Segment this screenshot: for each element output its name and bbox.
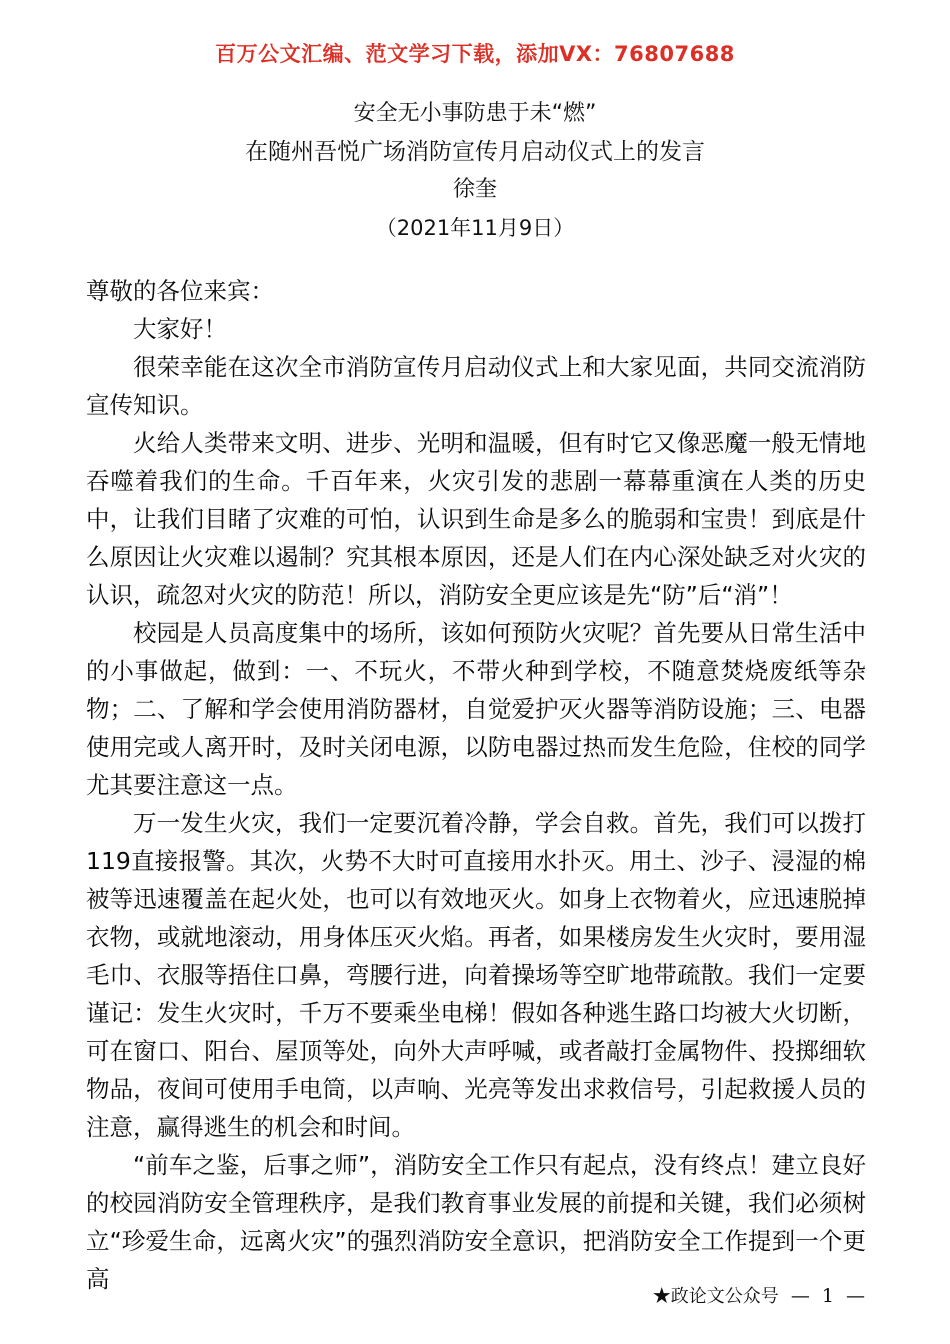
page-number: — 1 — xyxy=(790,1285,868,1307)
promo-banner xyxy=(0,40,950,68)
paragraph-salutation: 尊敬的各位来宾： xyxy=(86,277,274,305)
footer-brand-label: 政论文公众号 xyxy=(670,1286,779,1307)
document-title-block xyxy=(86,95,864,247)
paragraph-escape-guidance: 万一发生火灾，我们一定要沉着冷静，学会自救。首先，我们可以拨打119直接报警。其次，火势不大时可直接用水扑灭。用土、沙子、浸湿的棉被等迅速覆盖在起火处，也可以有效地灭火。如身上衣物着火，应迅速脱掉衣物，或就地滚动，用身体压灭火焰。再者，如果楼房发生火灾时，要用湿毛巾、衣服等捂住口鼻，弯腰行进，向着操场等空旷地带疏散。我们一定要谨记：发生火灾时，千万不要乘坐电梯！假如各种逃生路口均被大火切断，可在窗口、阳台、屋顶等处，向外大声呼喊，或者敲打金属物件、投掷细软物品，夜间可使用手电筒，以声响、光亮等发出求救信号，引起救援人员的注意，赢得逃生的机会和时间。 xyxy=(86,809,866,1141)
paragraph-campus-prevention: 校园是人员高度集中的场所，该如何预防火灾呢？首先要从日常生活中的小事做起，做到：一、不玩火，不带火种到学校，不随意焚烧废纸等杂物；二、了解和学会使用消防器材，自觉爱护灭火器等消防设施；三、电器使用完或人离开时，及时关闭电源，以防电器过热而发生危险，住校的同学尤其要注意这一点。 xyxy=(86,619,866,799)
document-title-main: 安全无小事防患于未“燃” xyxy=(353,101,597,126)
document-body xyxy=(86,272,866,1298)
document-date: （2021年11月9日） xyxy=(375,216,575,240)
paragraph-greeting: 大家好！ xyxy=(133,315,227,343)
paragraph-conclusion: “前车之鉴，后事之师”，消防安全工作只有起点，没有终点！建立良好的校园消防安全管理秩序，是我们教育事业发展的前提和关键，我们必须树立“珍爱生命，远离火灾”的强烈消防安全意识，把消防安全工作提到一个更高 xyxy=(86,1151,866,1293)
page-footer xyxy=(0,1283,950,1310)
document-author: 徐奎 xyxy=(452,177,497,202)
document-title-subtitle: 在随州吾悦广场消防宣传月启动仪式上的发言 xyxy=(245,139,705,165)
footer-inner xyxy=(653,1283,868,1310)
paragraph-intro: 很荣幸能在这次全市消防宣传月启动仪式上和大家见面，共同交流消防宣传知识。 xyxy=(86,353,866,419)
paragraph-fire-history: 火给人类带来文明、进步、光明和温暖，但有时它又像恶魔一般无情地吞噬着我们的生命。千百年来，火灾引发的悲剧一幕幕重演在人类的历史中，让我们目睹了灾难的可怕，认识到生命是多么的脆弱和宝贵！到底是什么原因让火灾难以遏制？究其根本原因，还是人们在内心深处缺乏对火灾的认识，疏忽对火灾的防范！所以，消防安全更应该是先“防”后“消”！ xyxy=(86,429,866,609)
promo-banner-text: 百万公文汇编、范文学习下载，添加VX：76807688 xyxy=(215,42,735,66)
star-icon: ★ xyxy=(652,1286,671,1307)
